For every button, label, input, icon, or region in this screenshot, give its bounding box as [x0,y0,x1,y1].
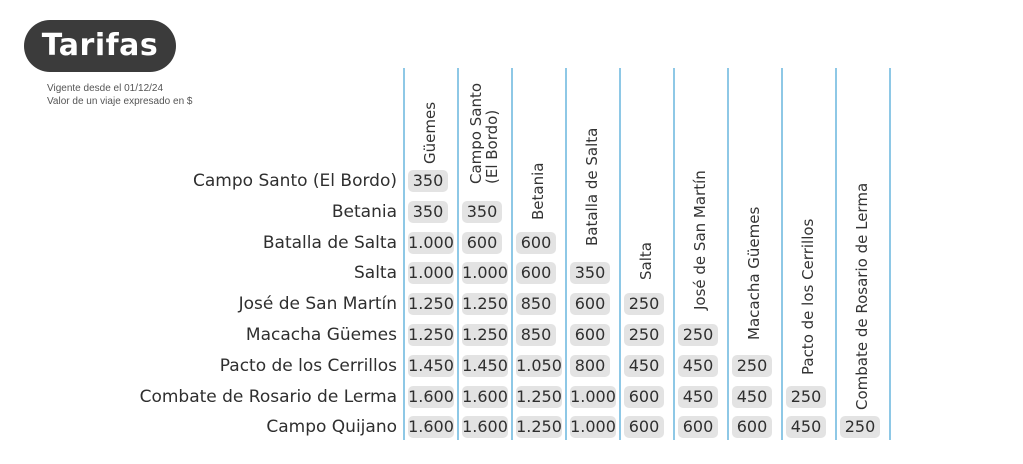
row-label: Macacha Güemes [245,325,397,345]
fare-cell: 850 [516,324,556,346]
fare-cell: 1.000 [408,232,454,252]
fare-cell: 1.450 [408,355,454,375]
fare-cell: 1.600 [408,417,454,437]
fare-cell: 1.000 [408,263,454,283]
row-label: Pacto de los Cerrillos [219,355,397,376]
fare-cell: 1.600 [408,386,454,406]
fare-cell: 1.250 [462,325,508,344]
fare-cell: 600 [462,232,502,254]
fare-cell: 350 [462,201,502,223]
column-divider [727,68,729,440]
fare-cell: 1.050 [516,355,562,375]
fare-cell: 1.600 [462,417,508,437]
fare-cell: 250 [624,324,664,346]
fare-cell: 350 [570,262,610,284]
column-header-label: Salta [637,242,655,280]
row-label: Betania [331,201,397,222]
fare-cell: 350 [408,170,448,192]
fare-cell: 450 [678,355,718,377]
page-title: Tarifas [24,20,176,72]
column-header-label: Betania [529,162,547,220]
fare-cell: 600 [732,416,772,438]
column-header-label: José de San Martín [691,170,709,310]
column-header-label: Batalla de Salta [583,127,601,246]
fare-cell: 1.250 [516,417,562,437]
fare-cell: 1.600 [462,386,508,406]
column-header-label: Pacto de los Cerrillos [799,218,817,375]
column-divider [565,68,567,440]
column-divider [457,68,459,440]
fare-cell: 450 [786,416,826,438]
fare-cell: 850 [516,293,556,315]
fare-cell: 1.250 [408,325,454,344]
fare-cell: 450 [624,355,664,377]
fare-cell: 250 [732,355,772,377]
row-label: Salta [353,263,397,284]
validity-note: Vigente desde el 01/12/24 [47,83,164,94]
column-divider [835,68,837,440]
fare-cell: 600 [624,416,664,438]
row-label: Campo Quijano [266,417,397,438]
fare-cell: 1.000 [570,417,616,437]
column-header-label: Macacha Güemes [745,206,763,340]
fare-cell: 450 [732,386,772,408]
fare-cell: 600 [516,232,556,254]
fare-cell: 1.000 [462,263,508,283]
fare-cell: 1.250 [462,294,508,314]
row-label: José de San Martín [238,294,397,315]
fare-cell: 1.250 [408,294,454,314]
column-divider [781,68,783,440]
row-label: Batalla de Salta [262,232,397,253]
fare-cell: 250 [840,416,880,438]
fare-cell: 250 [624,293,664,315]
column-divider [403,68,405,440]
fare-cell: 800 [570,355,610,377]
column-divider [619,68,621,440]
fare-cell: 600 [624,386,664,408]
fare-cell: 450 [678,386,718,408]
fare-cell: 600 [678,416,718,438]
column-divider [511,68,513,440]
column-header-label: Campo Santo (El Bordo) [467,82,501,184]
row-label: Campo Santo (El Bordo) [193,171,397,191]
fare-cell: 250 [786,386,826,408]
fare-cell: 350 [408,201,448,223]
fare-cell: 1.000 [570,386,616,406]
column-divider [673,68,675,440]
column-header-label: Güemes [421,101,439,164]
column-header-label: Combate de Rosario de Lerma [853,182,871,410]
fare-cell: 1.450 [462,355,508,375]
column-divider [889,68,891,440]
row-label: Combate de Rosario de Lerma [139,386,397,407]
currency-note: Valor de un viaje expresado en $ [47,96,193,107]
fare-cell: 600 [570,293,610,315]
fare-cell: 250 [678,324,718,346]
fare-cell: 600 [570,324,610,346]
fare-cell: 600 [516,262,556,284]
fare-cell: 1.250 [516,386,562,406]
